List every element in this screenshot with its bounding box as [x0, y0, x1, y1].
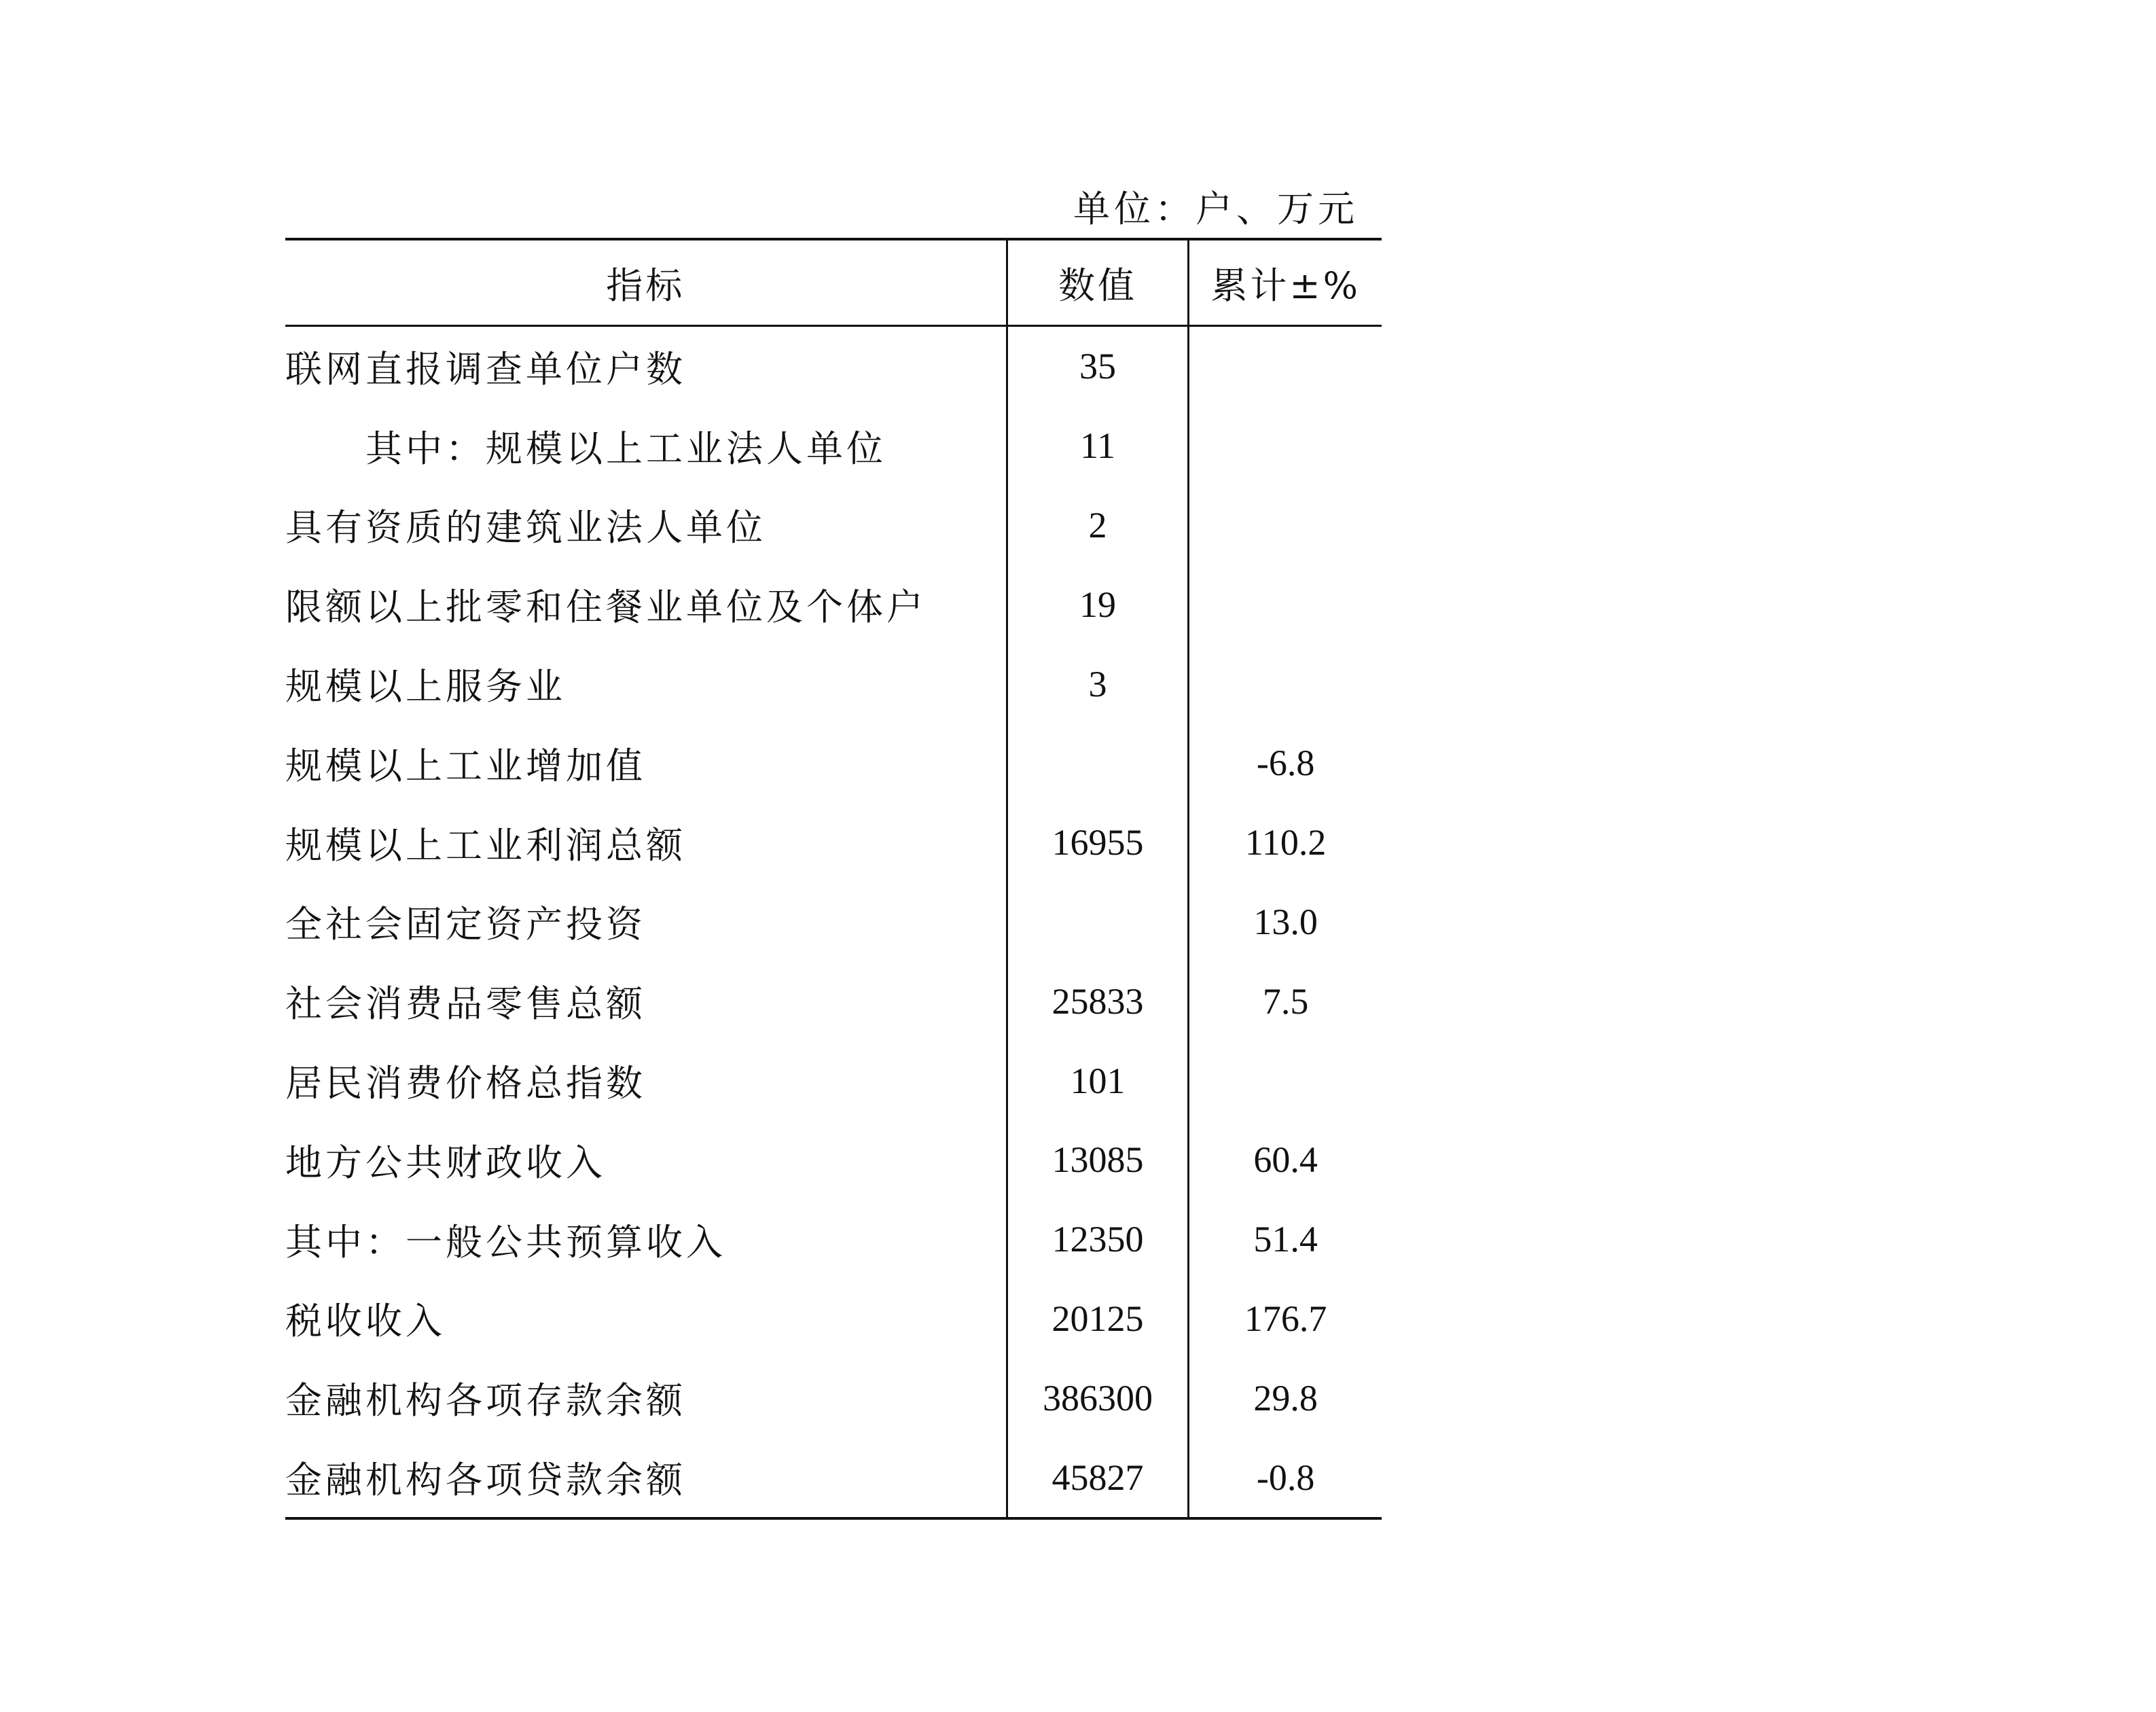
table-row — [285, 1279, 1382, 1359]
table-row — [285, 486, 1382, 565]
row-value: 16955 — [1007, 803, 1189, 882]
row-value — [1007, 882, 1189, 962]
row-value — [1007, 724, 1189, 803]
row-cumulative: 7.5 — [1189, 961, 1382, 1041]
header-value: 数值 — [1007, 239, 1189, 326]
row-cumulative — [1189, 565, 1382, 644]
row-cumulative — [1189, 406, 1382, 486]
row-cumulative — [1189, 326, 1382, 406]
row-value: 12350 — [1007, 1200, 1189, 1279]
row-indicator: 限额以上批零和住餐业单位及个体户 — [285, 586, 927, 629]
row-cumulative: 176.7 — [1189, 1279, 1382, 1359]
row-indicator: 税收收入 — [285, 1300, 446, 1343]
row-indicator: 社会消费品零售总额 — [285, 982, 646, 1026]
table-row — [285, 1120, 1382, 1200]
table-row — [285, 882, 1382, 962]
table-row — [285, 565, 1382, 644]
row-indicator: 其中：规模以上工业法人单位 — [365, 427, 886, 470]
row-value: 13085 — [1007, 1120, 1189, 1200]
row-value: 20125 — [1007, 1279, 1189, 1359]
row-indicator: 金融机构各项贷款余额 — [285, 1459, 686, 1502]
table-row — [285, 961, 1382, 1041]
table-header — [285, 239, 1382, 326]
header-row — [285, 239, 1382, 326]
row-indicator: 具有资质的建筑业法人单位 — [285, 506, 766, 550]
statistics-table — [285, 238, 1382, 1520]
row-cumulative — [1189, 644, 1382, 724]
table-row — [285, 803, 1382, 882]
row-indicator: 居民消费价格总指数 — [285, 1062, 646, 1105]
row-value: 386300 — [1007, 1358, 1189, 1438]
table-row — [285, 724, 1382, 803]
row-cumulative — [1189, 486, 1382, 565]
row-indicator: 联网直报调查单位户数 — [285, 347, 686, 391]
row-cumulative: -6.8 — [1189, 724, 1382, 803]
table-row — [285, 1041, 1382, 1120]
row-cumulative: -0.8 — [1189, 1438, 1382, 1518]
header-indicator: 指标 — [285, 239, 1007, 326]
row-value: 2 — [1007, 486, 1189, 565]
row-indicator: 其中：一般公共预算收入 — [285, 1220, 726, 1264]
table-row — [285, 1200, 1382, 1279]
row-indicator: 金融机构各项存款余额 — [285, 1379, 686, 1423]
row-value: 3 — [1007, 644, 1189, 724]
table-row — [285, 1438, 1382, 1518]
row-value: 25833 — [1007, 961, 1189, 1041]
table-row — [285, 1358, 1382, 1438]
header-cumulative: 累计±% — [1189, 239, 1382, 326]
row-indicator: 规模以上工业利润总额 — [285, 823, 686, 867]
row-cumulative — [1189, 1041, 1382, 1120]
row-cumulative: 51.4 — [1189, 1200, 1382, 1279]
table-body — [285, 326, 1382, 1518]
row-indicator: 全社会固定资产投资 — [285, 903, 646, 946]
row-indicator: 地方公共财政收入 — [285, 1141, 606, 1184]
row-cumulative: 29.8 — [1189, 1358, 1382, 1438]
row-value: 101 — [1007, 1041, 1189, 1120]
row-indicator: 规模以上工业增加值 — [285, 744, 646, 787]
row-value: 11 — [1007, 406, 1189, 486]
unit-label: 单位：户、万元 — [1073, 188, 1359, 230]
table-row — [285, 406, 1382, 486]
row-value: 35 — [1007, 326, 1189, 406]
row-cumulative: 13.0 — [1189, 882, 1382, 962]
table-row — [285, 326, 1382, 406]
row-value: 45827 — [1007, 1438, 1189, 1518]
row-cumulative: 60.4 — [1189, 1120, 1382, 1200]
row-value: 19 — [1007, 565, 1189, 644]
row-indicator: 规模以上服务业 — [285, 665, 566, 709]
row-cumulative: 110.2 — [1189, 803, 1382, 882]
table-row — [285, 644, 1382, 724]
